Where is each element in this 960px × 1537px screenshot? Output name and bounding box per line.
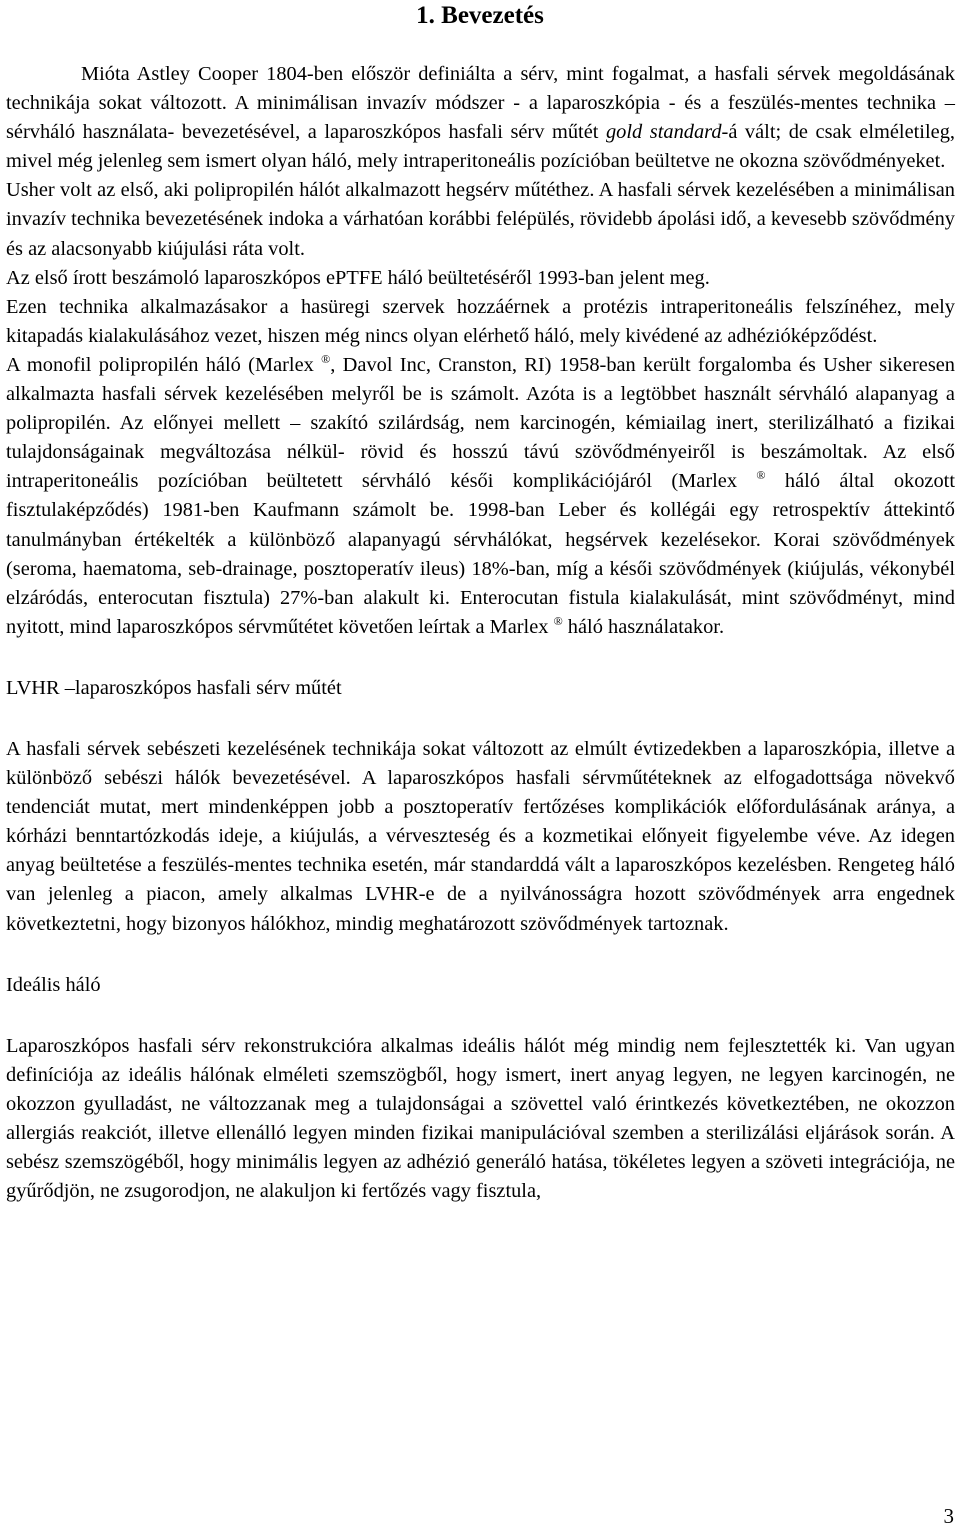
intro-paragraph-5 xyxy=(6,351,955,642)
intro-paragraph-1-end: -á vált; de csak elméletileg, mivel még jelenleg sem ismert olyan háló, mely intraperitoneális pozícióban beültetve ne okozna szövődményeket. xyxy=(6,121,955,173)
lvhr-paragraph: A hasfali sérvek sebészeti kezelésének technikája sokat változott az elmúlt évtizedekben a laparoszkópia, illetve a különböző sebészi hálók bevezetésével. A laparoszkópos hasfali sérvműtéteknek az elfogadottsága növekvő tendenciát mutat, mert mindenképpen jobb a posztoperatív fertőzéses komplikációk előfordulásának aránya, a kórházi benntartózkodás ideje, a kiújulás, a vérveszteség és a kozmetikai előnyeit figyelembe véve. Az idegen anyag beültetése a feszülés-mentes technika esetén, már standarddá vált a laparoszkópos kezelésben. Rengeteg háló van jelenleg a piacon, amely alkalmas LVHR-e de a nyilvánosságra hozott szövődmények arra engednek következtetni, hogy bizonyos hálókhoz, mindig meghatározott szövődmények tartoznak. xyxy=(6,737,955,935)
registered-mark: ® xyxy=(756,468,766,483)
lvhr-section-heading: LVHR –laparoszkópos hasfali sérv műtét xyxy=(6,676,342,699)
gold-standard-term: gold standard xyxy=(605,121,722,144)
intro-paragraph-5-part-b: , Davol Inc, Cranston, RI) 1958-ban került forgalomba és Usher sikeresen alkalmazta hasfali sérvek kezelésében melyről be is számolt. Azóta is a legtöbbet használt sérvháló alapanyag a polipropilén. Az előnyei mellett – szakító szilárdság, nem karcinogén, kémiailag inert, sterilizálható a fizikai tulajdonságainak megváltozása nélkül- rövid és hosszú távú szövődményeiről is beszámoltak. Az első intraperitoneális pozícióban beültetett sérvháló késői komplikációjáról (Marlex xyxy=(6,353,955,493)
page-number: 3 xyxy=(943,1504,954,1528)
intro-paragraph-5-part-c: háló által okozott fisztulaképződés) 1981-ben Kaufmann számolt be. 1998-ban Leber és kollégái egy retrospektív áttekintő tanulmányban értékelték a különböző alapanyagú sérvhálókat, hegsérvek kezelésekor. Korai szövődmények (seroma, haematoma, seb-drainage, posztoperatív ileus) 18%-ban, míg a késői szövődmények (kiújulás, vékonybél elzáródás, enterocutan fisztula) 27%-ban alakult ki. Enterocutan fistula kialakulását, mint szövődményt, mind nyitott, mind laparoszkópos sérvműtétet követően leírtak a Marlex xyxy=(6,470,955,638)
ideal-mesh-section-heading: Ideális háló xyxy=(6,973,101,996)
intro-paragraph-4: Ezen technika alkalmazásakor a hasüregi szervek hozzáérnek a protézis intraperitoneális felszínéhez, mely kitapadás kialakulásához vezet, hiszen még nincs olyan elérhető háló, mely kivédené az adhézióképződést. xyxy=(6,295,955,347)
intro-paragraph-1-text: Mióta Astley Cooper 1804-ben először definiálta a sérv, mint fogalmat, a hasfali sérvek megoldásának technikája sokat változott. A minimálisan invazív módszer - a laparoszkópia - és a feszülés-mentes technika – sérvháló használata- bevezetésével, a laparoszkópos hasfali sérv műtét xyxy=(6,63,955,144)
registered-mark: ® xyxy=(321,351,331,366)
intro-paragraph-1 xyxy=(6,60,955,176)
chapter-title: 1. Bevezetés xyxy=(416,2,544,29)
intro-paragraph-2: Usher volt az első, aki polipropilén hálót alkalmazott hegsérv műtéthez. A hasfali sérvek kezelésében a minimálisan invazív technika bevezetésének indoka a várhatóan korábbi felépülés, rövidebb ápolási idő, a kevesebb szövődmény és az alacsonyabb kiújulási ráta volt. xyxy=(6,179,955,260)
intro-paragraph-5-part-a: A monofil polipropilén háló (Marlex xyxy=(6,353,322,376)
registered-mark: ® xyxy=(553,613,563,628)
document-body xyxy=(6,60,955,1206)
intro-paragraph-3: Az első írott beszámoló laparoszkópos ePTFE háló beültetéséről 1993-ban jelent meg. xyxy=(6,266,710,289)
ideal-mesh-paragraph: Laparoszkópos hasfali sérv rekonstrukcióra alkalmas ideális hálót még mindig nem fejlesztették ki. Van ugyan definíciója az ideális hálónak elméleti szemszögből, hogy ismert, inert anyag legyen, ne legyen karcinogén, ne okozzon gyulladást, ne változzanak meg a tulajdonságai a szövettel való érintkezés következtében, ne okozzon allergiás reakciót, illetve ellenálló legyen minden fizikai manipulációval szemben a sterilizálási eljárások során. A sebész szemszögéből, hogy minimális legyen az adhézió generáló hatása, tökéletes legyen a szöveti integrációja, ne gyűrődjön, ne zsugorodjon, ne alakuljon ki fertőzés vagy fisztula, xyxy=(6,1034,955,1203)
intro-paragraph-5-part-d: háló használatakor. xyxy=(562,615,725,638)
